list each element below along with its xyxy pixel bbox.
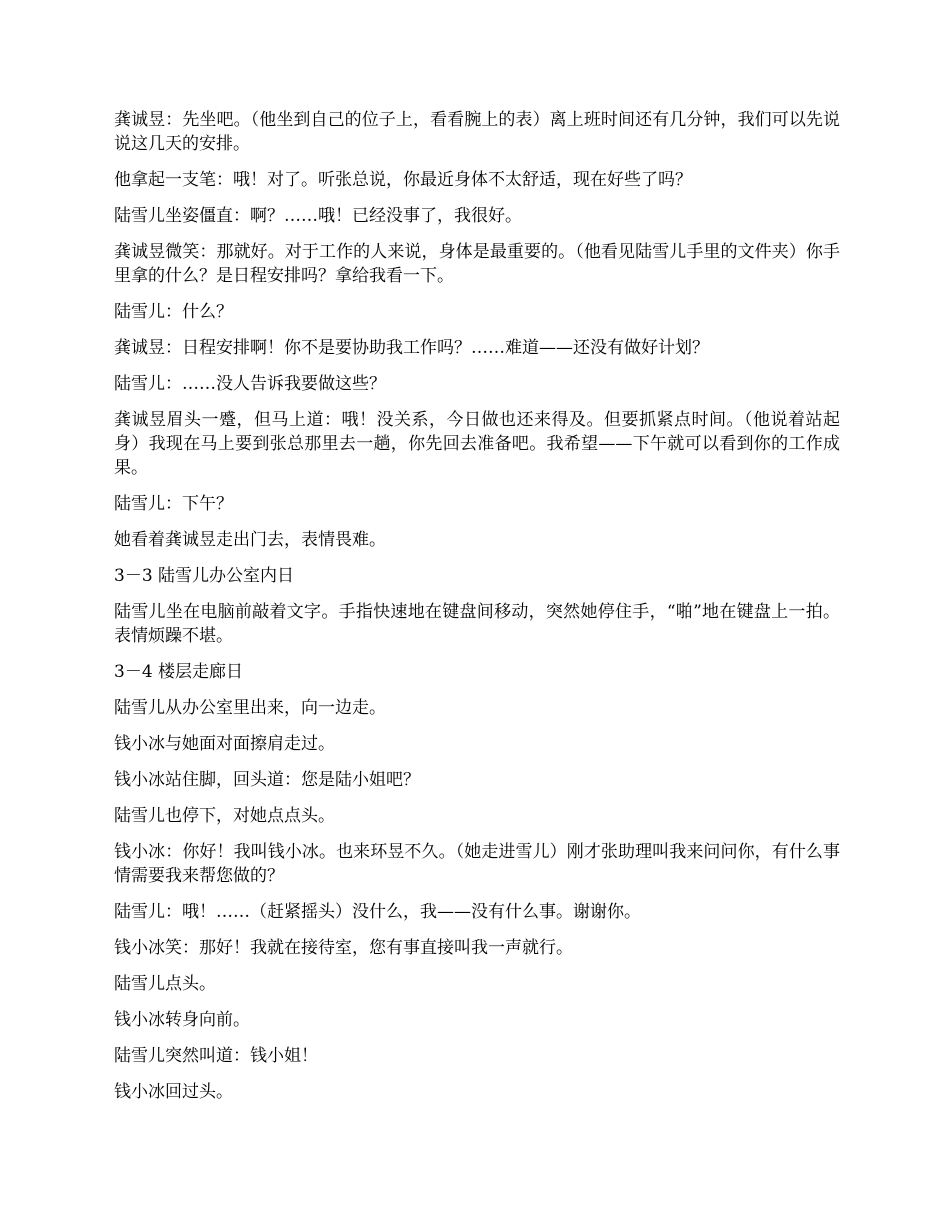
paragraph: 钱小冰笑：那好！我就在接待室，您有事直接叫我一声就行。 <box>114 938 573 958</box>
paragraph: 钱小冰站住脚，回头道：您是陆小姐吧？ <box>114 770 420 790</box>
paragraph: 陆雪儿从办公室里出来，向一边走。 <box>114 698 386 718</box>
paragraph: 陆雪儿：什么？ <box>114 302 233 322</box>
scene-heading: 3－4 楼层走廊日 <box>114 662 244 682</box>
paragraph: 龚诚昱眉头一蹙，但马上道：哦！没关系，今日做也还来得及。但要抓紧点时间。（他说着站起身）我现在马上要到张总那里去一趟，你先回去准备吧。我希望——下午就可以看到你的工作成果。 <box>114 410 840 478</box>
paragraph: 她看着龚诚昱走出门去，表情畏难。 <box>114 530 386 550</box>
paragraph: 陆雪儿突然叫道：钱小姐！ <box>114 1046 318 1066</box>
scene-heading: 3－3 陆雪儿办公室内日 <box>114 566 295 586</box>
paragraph: 钱小冰与她面对面擦肩走过。 <box>114 734 335 754</box>
paragraph: 龚诚昱：日程安排啊！你不是要协助我工作吗？……难道——还没有做好计划？ <box>114 338 709 358</box>
paragraph: 陆雪儿坐在电脑前敲着文字。手指快速地在键盘间移动，突然她停住手，“啪”地在键盘上一拍。表情烦躁不堪。 <box>114 602 840 646</box>
paragraph: 陆雪儿：下午？ <box>114 494 233 514</box>
paragraph: 陆雪儿点头。 <box>114 974 216 994</box>
paragraph: 龚诚昱：先坐吧。（他坐到自己的位子上，看看腕上的表）离上班时间还有几分钟，我们可以先说说这几天的安排。 <box>114 110 840 154</box>
paragraph: 龚诚昱微笑：那就好。对于工作的人来说，身体是最重要的。（他看见陆雪儿手里的文件夹）你手里拿的什么？是日程安排吗？拿给我看一下。 <box>114 242 840 286</box>
paragraph: 陆雪儿：……没人告诉我要做这些？ <box>114 374 386 394</box>
paragraph: 钱小冰回过头。 <box>114 1082 233 1102</box>
paragraph: 陆雪儿也停下，对她点点头。 <box>114 806 335 826</box>
paragraph: 陆雪儿：哦！……（赶紧摇头）没什么，我——没有什么事。谢谢你。 <box>114 902 641 922</box>
paragraph: 钱小冰：你好！我叫钱小冰。也来环昱不久。（她走进雪儿）刚才张助理叫我来问问你，有什么事情需要我来帮您做的？ <box>114 842 840 886</box>
paragraph: 陆雪儿坐姿僵直：啊？……哦！已经没事了，我很好。 <box>114 206 522 226</box>
paragraph: 他拿起一支笔：哦！对了。听张总说，你最近身体不太舒适，现在好些了吗？ <box>114 170 692 190</box>
paragraph: 钱小冰转身向前。 <box>114 1010 250 1030</box>
